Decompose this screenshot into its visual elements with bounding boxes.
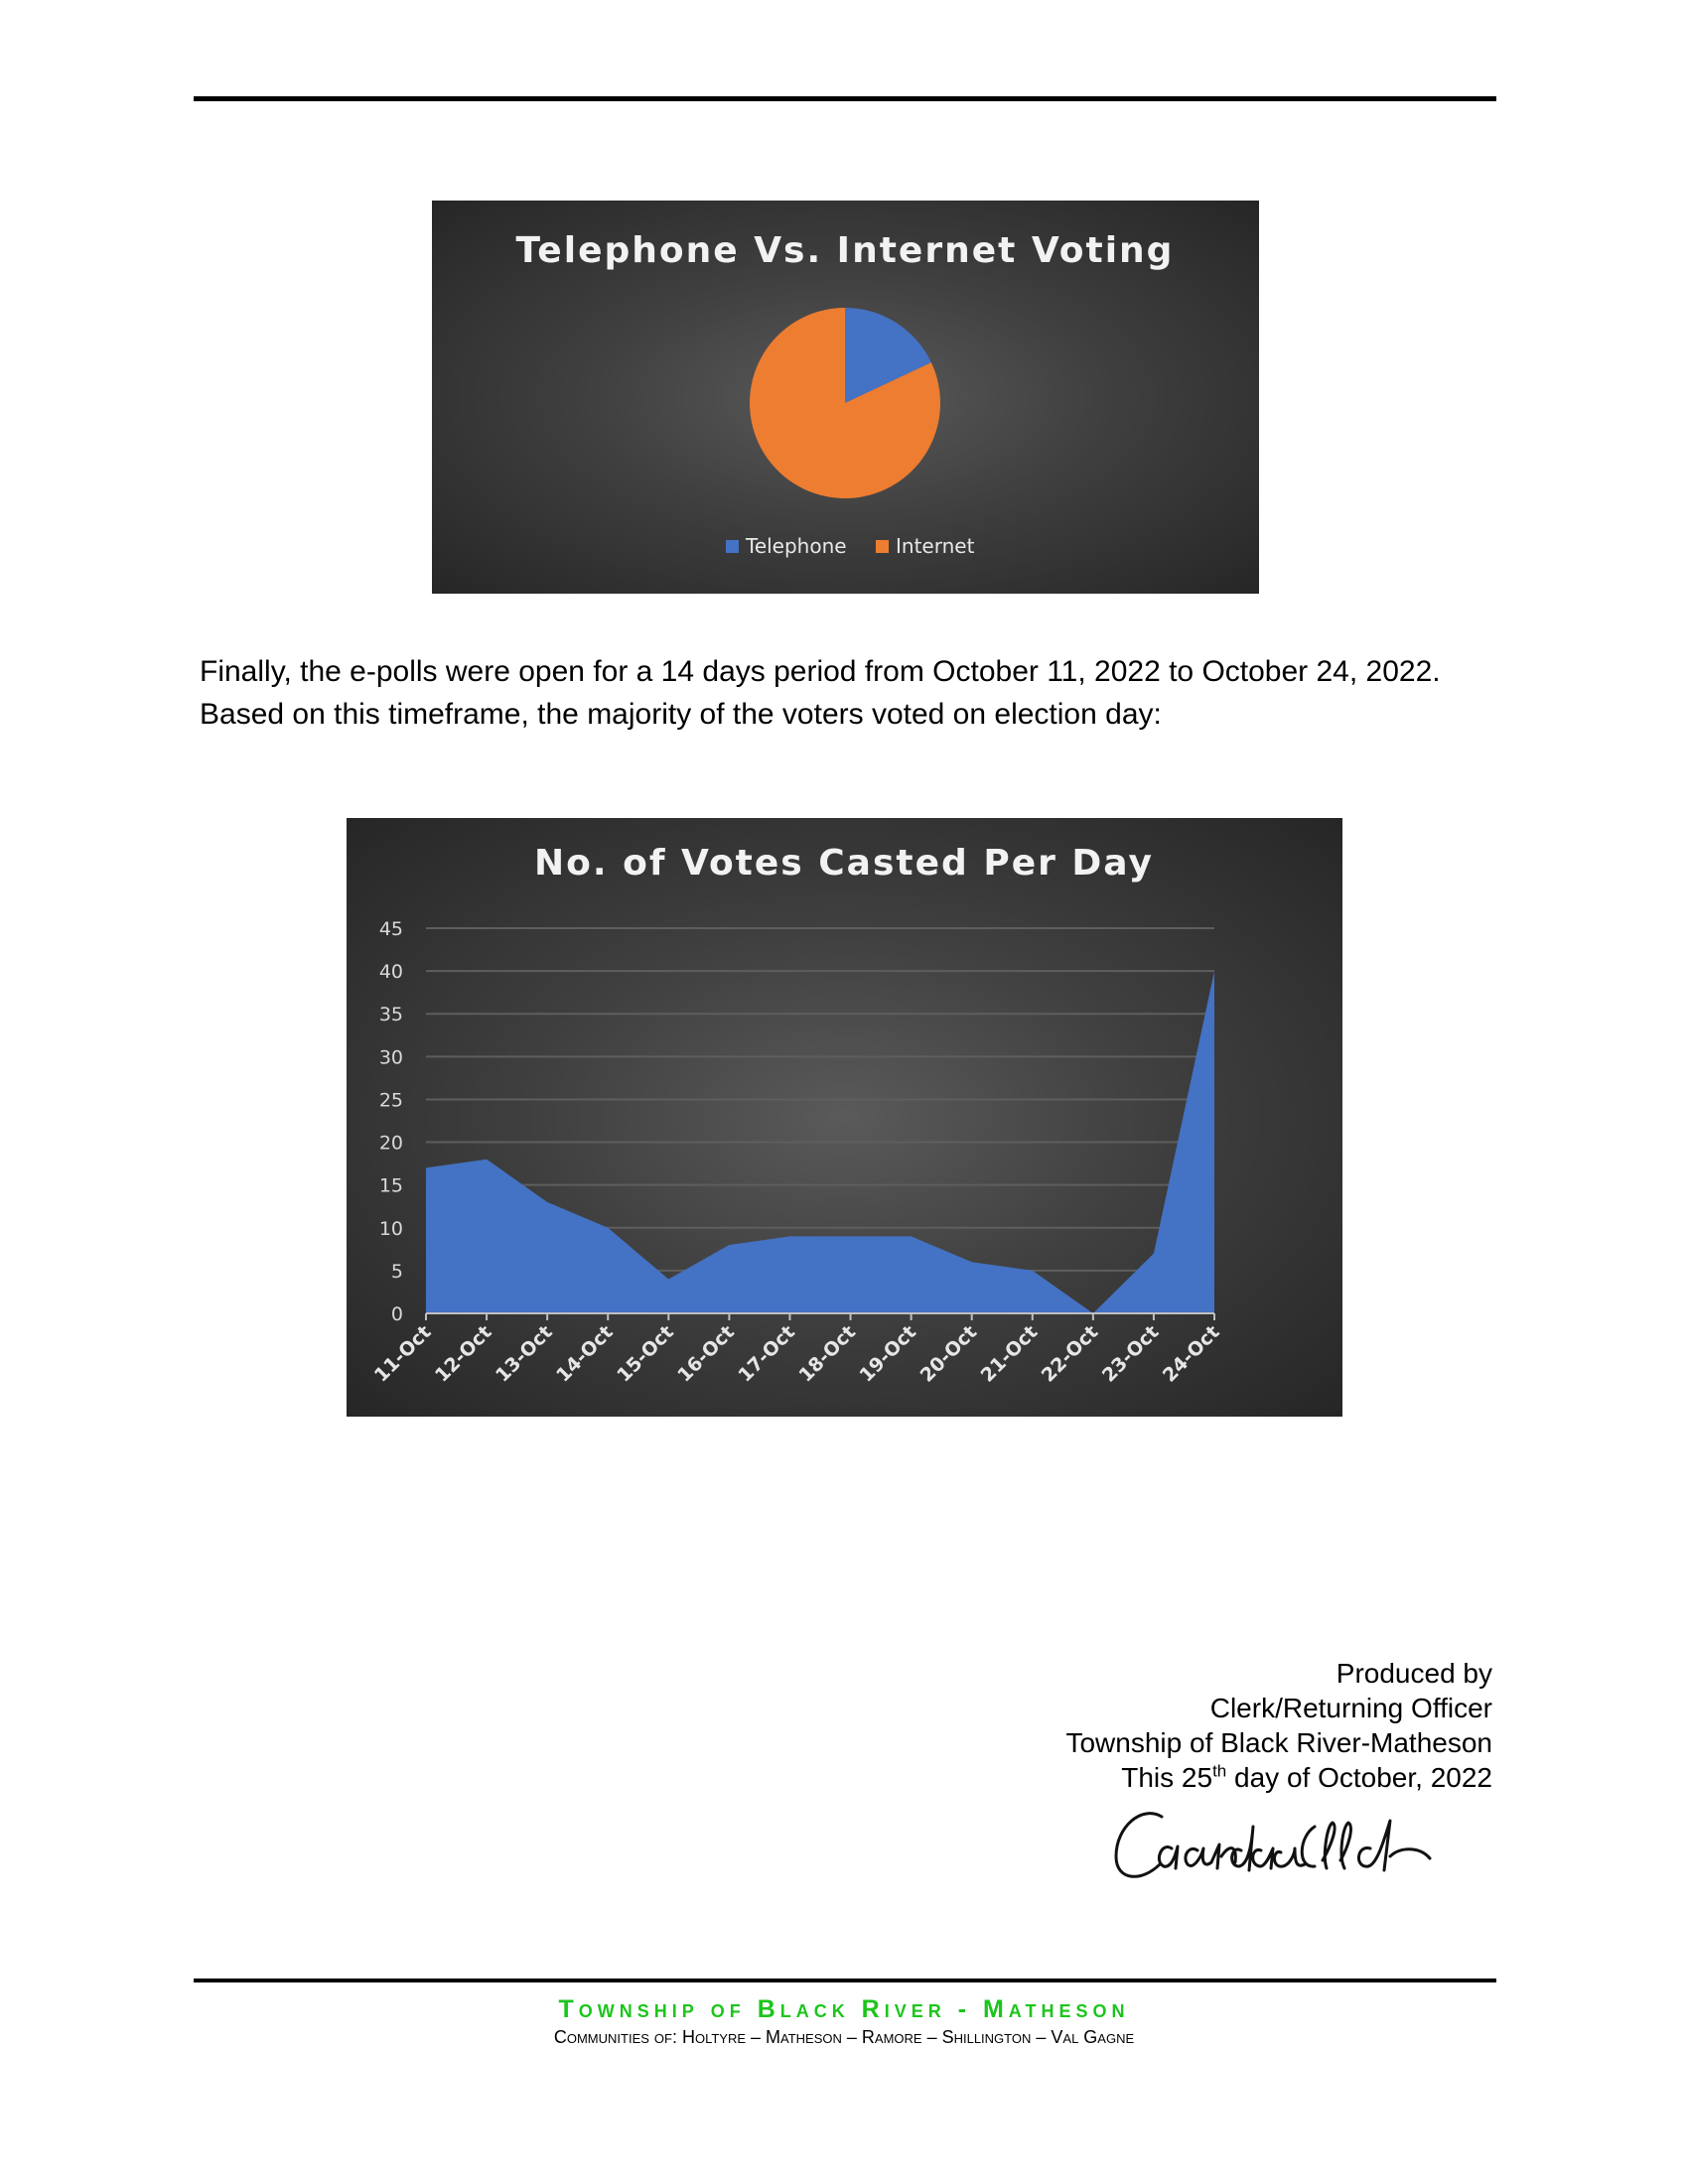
x-tick-16-Oct: 16-Oct bbox=[673, 1320, 739, 1387]
signoff-role: Clerk/Returning Officer bbox=[1209, 1693, 1492, 1723]
footer-title: Township of Black River - Matheson bbox=[558, 1995, 1130, 2023]
area-chart bbox=[347, 818, 1342, 1417]
y-tick-10: 10 bbox=[378, 1217, 403, 1240]
x-tick-17-Oct: 17-Oct bbox=[734, 1320, 799, 1387]
signoff-date-post: day of October, 2022 bbox=[1226, 1762, 1492, 1793]
y-tick-15: 15 bbox=[378, 1174, 403, 1197]
signoff-township: Township of Black River-Matheson bbox=[1065, 1727, 1492, 1758]
x-tick-19-Oct: 19-Oct bbox=[855, 1320, 921, 1387]
footer-communities: Communities of: Holtyre – Matheson – Ramore – Shillington – Val Gagne bbox=[553, 2027, 1135, 2047]
y-tick-25: 25 bbox=[378, 1089, 403, 1112]
x-tick-12-Oct: 12-Oct bbox=[430, 1320, 496, 1387]
y-tick-40: 40 bbox=[378, 961, 403, 984]
y-tick-0: 0 bbox=[390, 1303, 403, 1325]
legend-swatch-internet bbox=[876, 540, 889, 553]
pie-chart bbox=[432, 201, 1259, 594]
x-tick-14-Oct: 14-Oct bbox=[552, 1320, 618, 1387]
signoff-date-pre: This 25 bbox=[1121, 1762, 1213, 1793]
x-tick-20-Oct: 20-Oct bbox=[915, 1320, 982, 1387]
signature-stroke bbox=[1116, 1814, 1430, 1877]
x-tick-13-Oct: 13-Oct bbox=[492, 1320, 557, 1387]
x-tick-11-Oct: 11-Oct bbox=[369, 1320, 436, 1387]
signature bbox=[1102, 1787, 1479, 1896]
legend-label-internet: Internet bbox=[896, 534, 975, 558]
footer-rule bbox=[194, 1979, 1496, 1982]
header-rule bbox=[194, 96, 1496, 101]
y-tick-20: 20 bbox=[378, 1132, 403, 1155]
y-tick-45: 45 bbox=[378, 918, 403, 940]
signoff-block bbox=[1065, 1656, 1492, 1795]
x-tick-18-Oct: 18-Oct bbox=[794, 1320, 861, 1387]
y-tick-5: 5 bbox=[390, 1260, 403, 1283]
y-tick-35: 35 bbox=[378, 1004, 403, 1026]
x-tick-21-Oct: 21-Oct bbox=[976, 1320, 1043, 1387]
x-tick-15-Oct: 15-Oct bbox=[613, 1320, 678, 1387]
x-tick-22-Oct: 22-Oct bbox=[1037, 1320, 1103, 1387]
legend-label-telephone: Telephone bbox=[746, 534, 847, 558]
x-axis-ticks bbox=[370, 1313, 1224, 1387]
legend-swatch-telephone bbox=[726, 540, 739, 553]
pie-slices bbox=[750, 308, 940, 498]
area-chart-title: No. of Votes Casted Per Day bbox=[534, 843, 1154, 884]
x-tick-23-Oct: 23-Oct bbox=[1097, 1320, 1164, 1387]
area-chart-panel bbox=[347, 818, 1342, 1417]
pie-chart-title: Telephone Vs. Internet Voting bbox=[515, 230, 1175, 271]
signoff-produced-by: Produced by bbox=[1336, 1658, 1492, 1689]
x-tick-24-Oct: 24-Oct bbox=[1158, 1320, 1224, 1387]
signoff-date-sup: th bbox=[1212, 1761, 1227, 1781]
y-axis-ticks bbox=[379, 918, 403, 1325]
y-tick-30: 30 bbox=[378, 1046, 403, 1069]
pie-legend bbox=[726, 534, 975, 558]
body-paragraph: Finally, the e-polls were open for a 14 days period from October 11, 2022 to October 24, 2022. Based on this timeframe, the majority of the voters voted on election day: bbox=[200, 655, 1441, 731]
pie-chart-panel bbox=[432, 201, 1259, 594]
